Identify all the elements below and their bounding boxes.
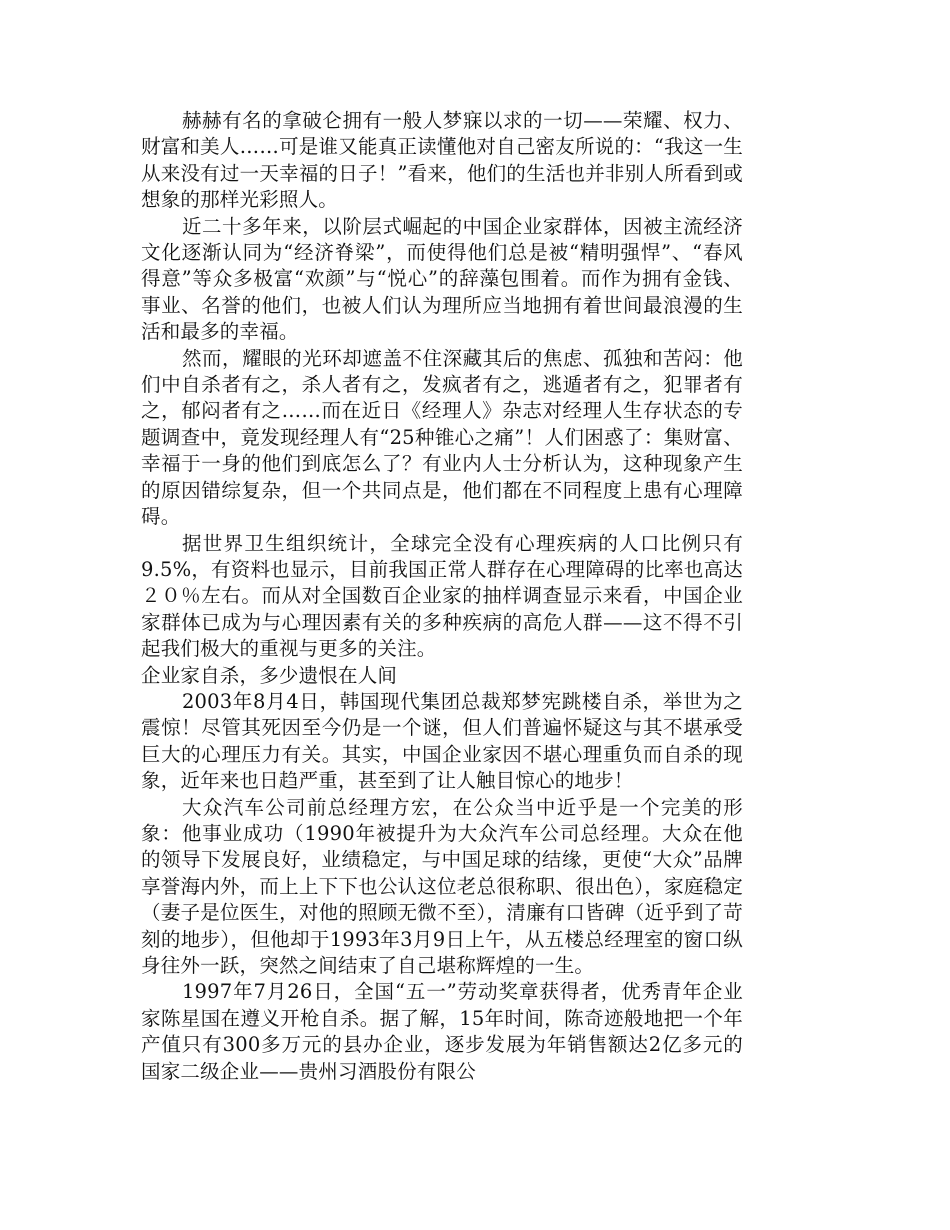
paragraph: 据世界卫生组织统计，全球完全没有心理疾病的人口比例只有9.5%，有资料也显示，目前我国正常人群存在心理障碍的比率也高达２０％左右。而从对全国数百企业家的抽样调查显示来看，中国企业家群体已成为与心理因素有关的多种疾病的高危人群——这不得不引起我们极大的重视与更多的关注。 xyxy=(141,531,743,661)
paragraph: 近二十多年来，以阶层式崛起的中国企业家群体，因被主流经济文化逐渐认同为“经济脊梁”，而使得他们总是被“精明强悍”、“春风得意”等众多极富“欢颜”与“悦心”的辞藻包围着。而作为拥有金钱、事业、名誉的他们，也被人们认为理所应当地拥有着世间最浪漫的生活和最多的幸福。 xyxy=(141,214,743,344)
paragraph: 大众汽车公司前总经理方宏，在公众当中近乎是一个完美的形象：他事业成功（1990年被提升为大众汽车公司总经理。大众在他的领导下发展良好，业绩稳定，与中国足球的结缘，更使“大众”品牌享誉海内外，而上上下下也公认这位老总很称职、很出色），家庭稳定（妻子是位医生，对他的照顾无微不至），清廉有口皆碑（近乎到了苛刻的地步），但他却于1993年3月9日上午，从五楼总经理室的窗口纵身往外一跃，突然之间结束了自己堪称辉煌的一生。 xyxy=(141,795,743,977)
document-body xyxy=(141,108,743,1085)
paragraph: 赫赫有名的拿破仑拥有一般人梦寐以求的一切——荣耀、权力、财富和美人……可是谁又能真正读懂他对自己密友所说的：“我这一生从来没有过一天幸福的日子！”看来，他们的生活也并非别人所看到或想象的那样光彩照人。 xyxy=(141,109,743,212)
paragraph: 然而，耀眼的光环却遮盖不住深藏其后的焦虑、孤独和苦闷：他们中自杀者有之，杀人者有之，发疯者有之，逃遁者有之，犯罪者有之，郁闷者有之……而在近日《经理人》杂志对经理人生存状态的专题调查中，竟发现经理人有“25种锥心之痛”！人们困惑了：集财富、幸福于一身的他们到底怎么了？有业内人士分析认为，这种现象产生的原因错综复杂，但一个共同点是，他们都在不同程度上患有心理障碍。 xyxy=(141,346,743,529)
paragraph: 2003年8月4日，韩国现代集团总裁郑梦宪跳楼自杀，举世为之震惊！尽管其死因至今仍是一个谜，但人们普遍怀疑这与其不堪承受巨大的心理压力有关。其实，中国企业家因不堪心理重负而自杀的现象，近年来也日趋严重，甚至到了让人触目惊心的地步！ xyxy=(141,689,743,793)
section-heading: 企业家自杀，多少遗恨在人间 xyxy=(141,663,398,687)
paragraph: 1997年7月26日，全国“五一”劳动奖章获得者，优秀青年企业家陈星国在遵义开枪自杀。据了解，15年时间，陈奇迹般地把一个年产值只有300多万元的县办企业，逐步发展为年销售额达2亿多元的国家二级企业——贵州习酒股份有限公 xyxy=(141,980,743,1083)
